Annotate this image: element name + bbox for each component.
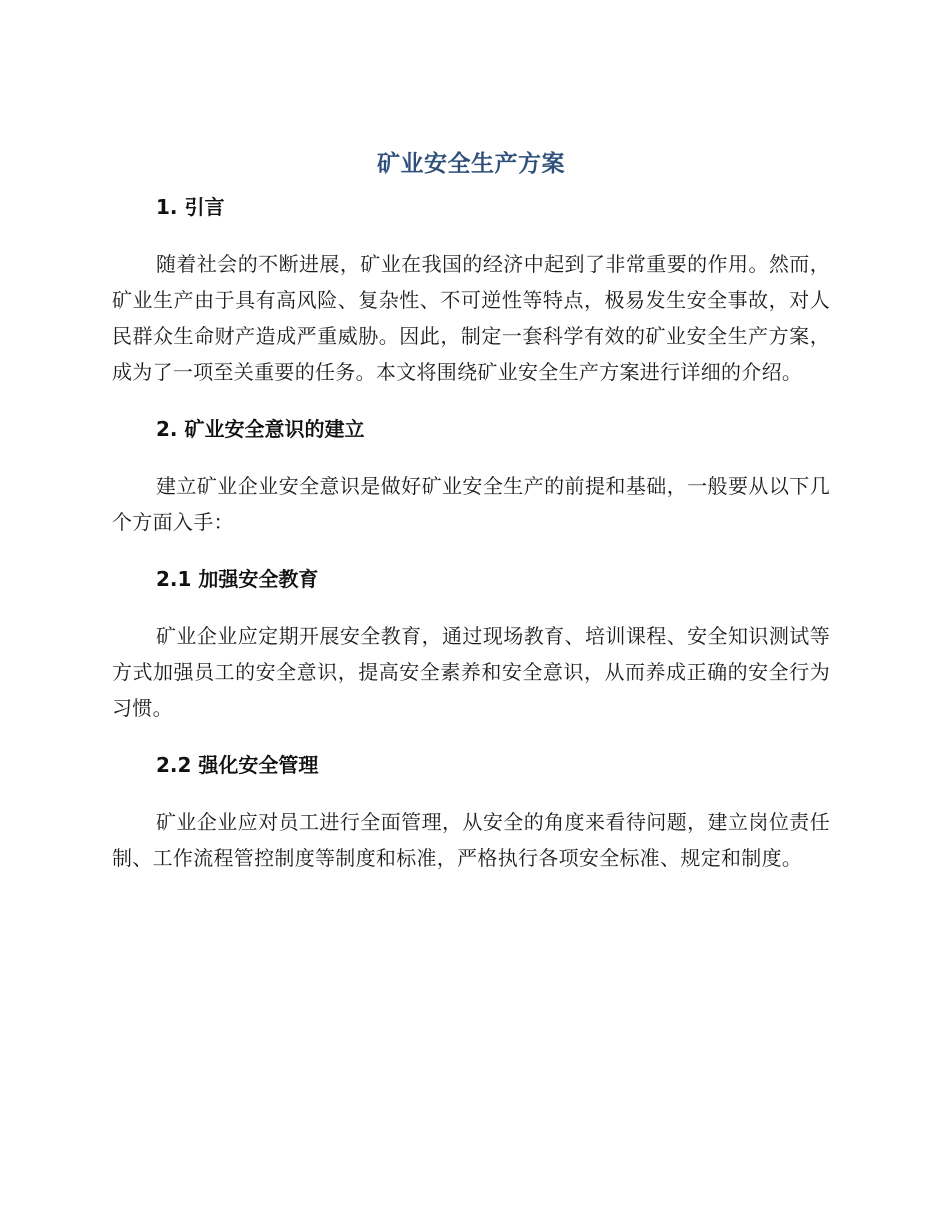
section-heading-safety-awareness: 2. 矿业安全意识的建立 (156, 417, 365, 441)
section-paragraph-safety-management: 矿业企业应对员工进行全面管理，从安全的角度来看待问题，建立岗位责任制、工作流程管控制度等制度和标准，严格执行各项安全标准、规定和制度。 (112, 810, 830, 870)
document-page (112, 140, 830, 876)
section-heading-safety-management: 2.2 强化安全管理 (156, 753, 319, 777)
section-paragraph-safety-education: 矿业企业应定期开展安全教育，通过现场教育、培训课程、安全知识测试等方式加强员工的安全意识，提高安全素养和安全意识，从而养成正确的安全行为习惯。 (112, 624, 830, 720)
section-heading-safety-education: 2.1 加强安全教育 (156, 567, 319, 591)
section-paragraph-introduction: 随着社会的不断进展，矿业在我国的经济中起到了非常重要的作用。然而，矿业生产由于具有高风险、复杂性、不可逆性等特点，极易发生安全事故，对人民群众生命财产造成严重威胁。因此，制定一套科学有效的矿业安全生产方案，成为了一项至关重要的任务。本文将围绕矿业安全生产方案进行详细的介绍。 (112, 252, 830, 384)
section-paragraph-safety-awareness: 建立矿业企业安全意识是做好矿业安全生产的前提和基础，一般要从以下几个方面入手： (112, 474, 830, 534)
document-title: 矿业安全生产方案 (377, 151, 565, 177)
section-heading-introduction: 1. 引言 (156, 195, 225, 219)
